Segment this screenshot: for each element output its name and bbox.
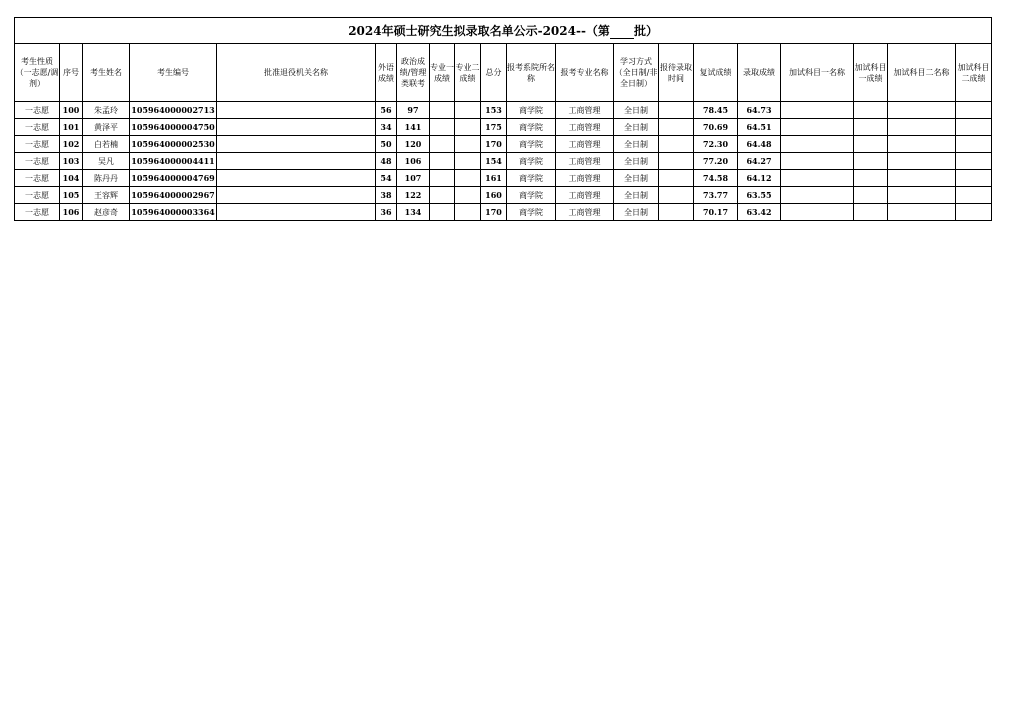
table-cell: 161	[481, 170, 507, 187]
table-cell	[854, 136, 888, 153]
table-cell	[956, 153, 992, 170]
table-cell: 全日制	[614, 102, 659, 119]
table-cell	[430, 102, 455, 119]
table-cell	[455, 136, 481, 153]
table-cell: 122	[397, 187, 430, 204]
table-cell: 70.17	[694, 204, 738, 221]
column-header: 报考专业名称	[556, 44, 614, 102]
table-cell	[455, 187, 481, 204]
admission-table	[14, 17, 992, 221]
table-cell: 64.73	[738, 102, 781, 119]
table-cell: 黄泽平	[83, 119, 130, 136]
column-header: 考生性质（一志愿/调剂）	[15, 44, 60, 102]
table-cell: 工商管理	[556, 204, 614, 221]
table-cell	[217, 102, 376, 119]
table-cell	[888, 187, 956, 204]
admission-list-sheet	[14, 17, 991, 221]
table-cell: 36	[376, 204, 397, 221]
table-cell: 107	[397, 170, 430, 187]
table-cell	[781, 170, 854, 187]
table-row	[15, 204, 992, 221]
table-cell: 63.42	[738, 204, 781, 221]
table-cell: 白若楠	[83, 136, 130, 153]
table-cell	[854, 153, 888, 170]
table-cell: 朱孟玲	[83, 102, 130, 119]
table-cell	[854, 102, 888, 119]
table-cell	[217, 187, 376, 204]
table-cell	[455, 204, 481, 221]
table-cell: 一志愿	[15, 153, 60, 170]
table-cell: 工商管理	[556, 187, 614, 204]
table-cell: 170	[481, 136, 507, 153]
table-cell: 77.20	[694, 153, 738, 170]
table-cell	[888, 153, 956, 170]
table-cell	[781, 187, 854, 204]
title-blank-line	[610, 26, 634, 39]
table-cell	[888, 136, 956, 153]
table-cell: 101	[60, 119, 83, 136]
table-cell: 商学院	[507, 136, 556, 153]
table-cell: 工商管理	[556, 102, 614, 119]
table-cell: 105964000002530	[130, 136, 217, 153]
table-cell: 106	[397, 153, 430, 170]
table-cell: 105964000003364	[130, 204, 217, 221]
column-header: 序号	[60, 44, 83, 102]
table-cell: 70.69	[694, 119, 738, 136]
table-cell	[217, 136, 376, 153]
table-cell: 工商管理	[556, 119, 614, 136]
column-header: 加试科目二成绩	[956, 44, 992, 102]
table-cell	[956, 170, 992, 187]
table-cell	[888, 119, 956, 136]
table-cell: 105964000004769	[130, 170, 217, 187]
column-header: 总分	[481, 44, 507, 102]
table-cell: 74.58	[694, 170, 738, 187]
table-cell: 全日制	[614, 170, 659, 187]
table-cell: 34	[376, 119, 397, 136]
table-row	[15, 136, 992, 153]
table-cell: 54	[376, 170, 397, 187]
table-cell: 一志愿	[15, 204, 60, 221]
title-suffix: 批）	[633, 24, 658, 38]
table-cell	[217, 119, 376, 136]
table-cell	[659, 136, 694, 153]
column-header: 批准退役机关名称	[217, 44, 376, 102]
table-cell: 50	[376, 136, 397, 153]
table-cell: 全日制	[614, 187, 659, 204]
column-header: 考生姓名	[83, 44, 130, 102]
table-cell: 102	[60, 136, 83, 153]
table-cell: 48	[376, 153, 397, 170]
table-cell: 一志愿	[15, 187, 60, 204]
table-cell: 141	[397, 119, 430, 136]
table-cell: 103	[60, 153, 83, 170]
column-header: 加试科目一名称	[781, 44, 854, 102]
table-cell: 63.55	[738, 187, 781, 204]
table-row	[15, 119, 992, 136]
column-header: 加试科目二名称	[888, 44, 956, 102]
table-cell	[659, 119, 694, 136]
table-cell: 工商管理	[556, 136, 614, 153]
table-cell	[659, 187, 694, 204]
table-cell: 工商管理	[556, 153, 614, 170]
table-cell: 104	[60, 170, 83, 187]
column-header: 考生编号	[130, 44, 217, 102]
title-prefix: 2024年硕士研究生拟录取名单公示-2024--（第	[348, 24, 610, 38]
table-cell	[888, 102, 956, 119]
table-cell: 105964000004750	[130, 119, 217, 136]
table-cell	[430, 204, 455, 221]
table-cell	[455, 119, 481, 136]
table-cell	[854, 187, 888, 204]
column-header: 复试成绩	[694, 44, 738, 102]
table-cell: 全日制	[614, 136, 659, 153]
table-cell	[659, 153, 694, 170]
table-cell: 106	[60, 204, 83, 221]
table-cell: 97	[397, 102, 430, 119]
table-cell	[888, 204, 956, 221]
table-cell: 一志愿	[15, 119, 60, 136]
table-cell: 64.27	[738, 153, 781, 170]
table-cell: 一志愿	[15, 102, 60, 119]
table-cell	[659, 170, 694, 187]
column-header: 专业一成绩	[430, 44, 455, 102]
table-cell	[217, 204, 376, 221]
table-cell: 全日制	[614, 153, 659, 170]
table-cell: 120	[397, 136, 430, 153]
table-cell: 38	[376, 187, 397, 204]
table-cell: 商学院	[507, 170, 556, 187]
table-cell: 160	[481, 187, 507, 204]
page-title	[15, 18, 992, 44]
table-cell: 100	[60, 102, 83, 119]
table-cell: 73.77	[694, 187, 738, 204]
table-cell: 153	[481, 102, 507, 119]
table-cell	[659, 204, 694, 221]
table-cell: 105964000004411	[130, 153, 217, 170]
table-cell	[781, 102, 854, 119]
table-cell	[781, 119, 854, 136]
table-cell	[659, 102, 694, 119]
table-cell	[217, 153, 376, 170]
column-header: 加试科目一成绩	[854, 44, 888, 102]
table-cell	[430, 187, 455, 204]
table-cell	[430, 170, 455, 187]
table-cell	[854, 119, 888, 136]
table-cell: 154	[481, 153, 507, 170]
table-cell	[956, 119, 992, 136]
table-cell: 陈丹丹	[83, 170, 130, 187]
header-row	[15, 44, 992, 102]
column-header: 学习方式（全日制/非全日制）	[614, 44, 659, 102]
table-cell: 64.12	[738, 170, 781, 187]
table-cell	[956, 187, 992, 204]
table-row	[15, 170, 992, 187]
column-header: 外语成绩	[376, 44, 397, 102]
table-cell: 吴凡	[83, 153, 130, 170]
table-cell	[854, 204, 888, 221]
table-cell: 商学院	[507, 204, 556, 221]
table-cell: 175	[481, 119, 507, 136]
table-cell	[888, 170, 956, 187]
table-cell	[854, 170, 888, 187]
table-cell: 商学院	[507, 153, 556, 170]
table-cell	[781, 204, 854, 221]
table-cell: 105	[60, 187, 83, 204]
table-cell: 赵彦奇	[83, 204, 130, 221]
column-header: 专业二成绩	[455, 44, 481, 102]
table-cell	[781, 136, 854, 153]
table-cell	[430, 119, 455, 136]
table-cell: 64.48	[738, 136, 781, 153]
column-header: 录取成绩	[738, 44, 781, 102]
column-header: 政治成绩/管理类联考	[397, 44, 430, 102]
table-cell: 56	[376, 102, 397, 119]
column-header: 报考系院所名称	[507, 44, 556, 102]
table-cell: 170	[481, 204, 507, 221]
table-cell: 工商管理	[556, 170, 614, 187]
table-row	[15, 102, 992, 119]
table-cell: 王容辉	[83, 187, 130, 204]
table-cell: 全日制	[614, 119, 659, 136]
table-row	[15, 153, 992, 170]
table-cell	[217, 170, 376, 187]
table-cell: 105964000002967	[130, 187, 217, 204]
table-cell	[430, 136, 455, 153]
table-cell: 134	[397, 204, 430, 221]
table-cell: 全日制	[614, 204, 659, 221]
table-cell: 商学院	[507, 119, 556, 136]
table-cell	[781, 153, 854, 170]
table-cell	[956, 136, 992, 153]
table-cell: 64.51	[738, 119, 781, 136]
table-cell: 商学院	[507, 187, 556, 204]
table-cell: 72.30	[694, 136, 738, 153]
table-cell	[455, 102, 481, 119]
table-cell	[956, 102, 992, 119]
table-cell: 一志愿	[15, 170, 60, 187]
table-cell	[430, 153, 455, 170]
table-cell	[455, 170, 481, 187]
table-row	[15, 187, 992, 204]
table-cell: 商学院	[507, 102, 556, 119]
table-cell	[956, 204, 992, 221]
table-cell: 105964000002713	[130, 102, 217, 119]
table-cell	[455, 153, 481, 170]
table-body	[15, 102, 992, 221]
table-cell: 一志愿	[15, 136, 60, 153]
table-cell: 78.45	[694, 102, 738, 119]
column-header: 报待录取时间	[659, 44, 694, 102]
